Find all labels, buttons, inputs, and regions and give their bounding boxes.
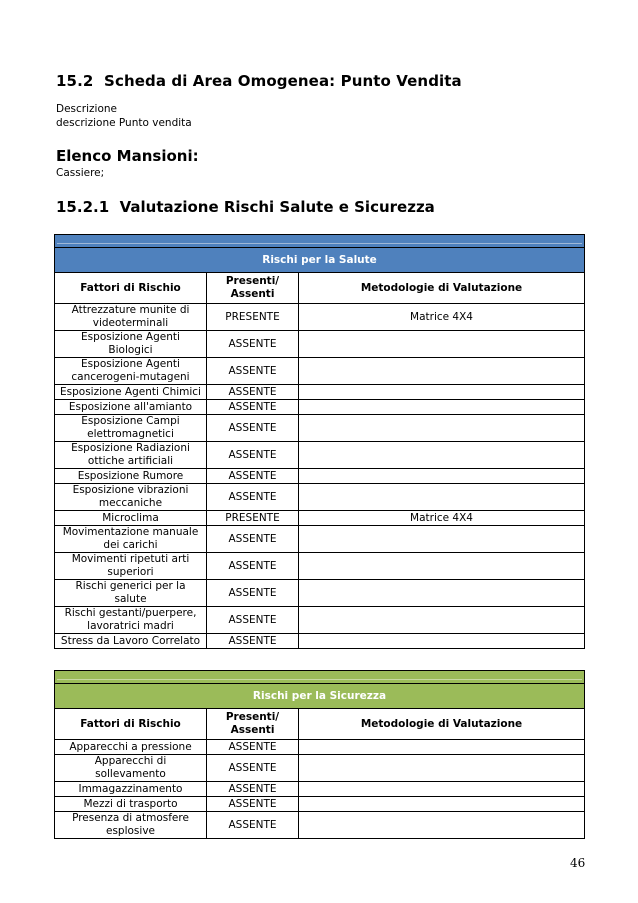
table-row: [55, 607, 585, 634]
table-row: [55, 797, 585, 812]
method-cell: [299, 797, 585, 812]
table-row: [55, 526, 585, 553]
presence-cell: ASSENTE: [207, 484, 299, 511]
risk-factor-cell: Apparecchi a pressione: [55, 740, 207, 755]
method-cell: [299, 553, 585, 580]
table-row: [55, 469, 585, 484]
header-presence: Presenti/ Assenti: [207, 709, 299, 740]
presence-cell: ASSENTE: [207, 607, 299, 634]
mansioni-value: Cassiere;: [56, 167, 105, 179]
table-row: [55, 782, 585, 797]
risk-factor-cell: Attrezzature munite di videoterminali: [55, 304, 207, 331]
presence-cell: ASSENTE: [207, 755, 299, 782]
method-cell: [299, 782, 585, 797]
table-row: [55, 755, 585, 782]
presence-cell: ASSENTE: [207, 385, 299, 400]
method-cell: [299, 607, 585, 634]
presence-cell: ASSENTE: [207, 442, 299, 469]
method-cell: [299, 526, 585, 553]
table-row: [55, 634, 585, 649]
description-label: Descrizione: [56, 103, 117, 115]
risk-factor-cell: Esposizione all'amianto: [55, 400, 207, 415]
method-cell: [299, 331, 585, 358]
header-presence: Presenti/ Assenti: [207, 273, 299, 304]
risk-factor-cell: Esposizione Agenti cancerogeni-mutageni: [55, 358, 207, 385]
table-row: [55, 385, 585, 400]
presence-cell: ASSENTE: [207, 634, 299, 649]
risk-factor-cell: Movimentazione manuale dei carichi: [55, 526, 207, 553]
presence-cell: PRESENTE: [207, 304, 299, 331]
table-row: [55, 358, 585, 385]
table-row: [55, 442, 585, 469]
method-cell: [299, 385, 585, 400]
presence-cell: ASSENTE: [207, 812, 299, 839]
risk-factor-cell: Esposizione Agenti Chimici: [55, 385, 207, 400]
risk-factor-cell: Movimenti ripetuti arti superiori: [55, 553, 207, 580]
method-cell: [299, 755, 585, 782]
table-row: [55, 331, 585, 358]
risk-factor-cell: Stress da Lavoro Correlato: [55, 634, 207, 649]
health-table-title: Rischi per la Salute: [55, 248, 585, 273]
method-cell: [299, 358, 585, 385]
method-cell: [299, 812, 585, 839]
risk-factor-cell: Esposizione vibrazioni meccaniche: [55, 484, 207, 511]
presence-cell: ASSENTE: [207, 400, 299, 415]
description-value: descrizione Punto vendita: [56, 117, 192, 129]
method-cell: [299, 484, 585, 511]
header-factor: Fattori di Rischio: [55, 273, 207, 304]
presence-cell: ASSENTE: [207, 797, 299, 812]
presence-cell: ASSENTE: [207, 358, 299, 385]
method-cell: [299, 415, 585, 442]
header-factor: Fattori di Rischio: [55, 709, 207, 740]
presence-cell: ASSENTE: [207, 469, 299, 484]
risk-factor-cell: Esposizione Campi elettromagnetici: [55, 415, 207, 442]
presence-cell: ASSENTE: [207, 331, 299, 358]
method-cell: [299, 400, 585, 415]
table-row: [55, 553, 585, 580]
method-cell: [299, 740, 585, 755]
presence-cell: ASSENTE: [207, 553, 299, 580]
header-method: Metodologie di Valutazione: [299, 709, 585, 740]
method-cell: [299, 634, 585, 649]
table-row: [55, 580, 585, 607]
risk-factor-cell: Microclima: [55, 511, 207, 526]
method-cell: [299, 442, 585, 469]
method-cell: Matrice 4X4: [299, 511, 585, 526]
risk-factor-cell: Apparecchi di sollevamento: [55, 755, 207, 782]
method-cell: [299, 580, 585, 607]
table-row: [55, 400, 585, 415]
presence-cell: PRESENTE: [207, 511, 299, 526]
table-row: [55, 304, 585, 331]
risk-factor-cell: Mezzi di trasporto: [55, 797, 207, 812]
presence-cell: ASSENTE: [207, 526, 299, 553]
risk-factor-cell: Immagazzinamento: [55, 782, 207, 797]
method-cell: Matrice 4X4: [299, 304, 585, 331]
risk-factor-cell: Presenza di atmosfere esplosive: [55, 812, 207, 839]
subsection-title: 15.2.1 Valutazione Rischi Salute e Sicurezza: [56, 198, 435, 216]
header-method: Metodologie di Valutazione: [299, 273, 585, 304]
table-row: [55, 740, 585, 755]
table-row: [55, 812, 585, 839]
table-row: [55, 511, 585, 526]
risk-factor-cell: Rischi generici per la salute: [55, 580, 207, 607]
health-risk-table: [54, 234, 585, 649]
presence-cell: ASSENTE: [207, 740, 299, 755]
mansioni-title: Elenco Mansioni:: [56, 147, 199, 165]
presence-cell: ASSENTE: [207, 580, 299, 607]
safety-table-title: Rischi per la Sicurezza: [55, 684, 585, 709]
risk-factor-cell: Rischi gestanti/puerpere, lavoratrici madri: [55, 607, 207, 634]
presence-cell: ASSENTE: [207, 782, 299, 797]
presence-cell: ASSENTE: [207, 415, 299, 442]
method-cell: [299, 469, 585, 484]
table-row: [55, 415, 585, 442]
risk-factor-cell: Esposizione Rumore: [55, 469, 207, 484]
risk-factor-cell: Esposizione Radiazioni ottiche artificiali: [55, 442, 207, 469]
table-row: [55, 484, 585, 511]
section-title: 15.2 Scheda di Area Omogenea: Punto Vendita: [56, 72, 462, 90]
page-number: 46: [570, 856, 586, 870]
risk-factor-cell: Esposizione Agenti Biologici: [55, 331, 207, 358]
safety-risk-table: [54, 670, 585, 839]
